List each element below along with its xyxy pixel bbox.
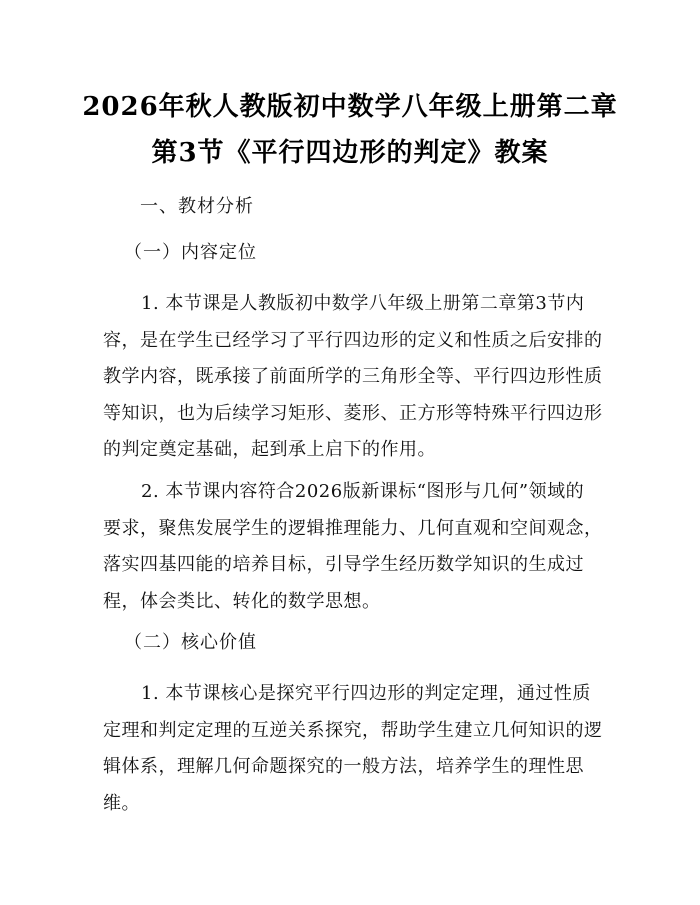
paragraph-2 xyxy=(103,474,603,620)
document-title-line-2: 第3节《平行四边形的判定》教案 xyxy=(151,138,549,168)
section-heading-textbook-analysis: 一、教材分析 xyxy=(140,196,254,217)
paragraph-line: 的判定奠定基础，起到承上启下的作用。 xyxy=(103,439,436,460)
paragraph-line: 1. 本节课核心是探究平行四边形的判定定理，通过性质 xyxy=(141,683,591,704)
paragraph-1 xyxy=(103,286,603,469)
paragraph-line: 等知识，也为后续学习矩形、菱形、正方形等特殊平行四边形 xyxy=(103,402,603,424)
paragraph-line: 教学内容，既承接了前面所学的三角形全等、平行四边形性质 xyxy=(103,366,603,387)
paragraph-line: 要求，聚焦发展学生的逻辑推理能力、几何直观和空间观念， xyxy=(103,517,603,539)
paragraph-line: 维。 xyxy=(103,792,140,814)
subsection-heading-core-value: （二）核心价值 xyxy=(124,632,257,653)
paragraph-line: 2. 本节课内容符合2026版新课标“图形与几何”领域的 xyxy=(141,481,585,502)
paragraph-line: 程，体会类比、转化的数学思想。 xyxy=(103,590,381,612)
subsection-heading-content-positioning: （一）内容定位 xyxy=(124,242,257,263)
paragraph-line: 落实四基四能的培养目标，引导学生经历数学知识的生成过 xyxy=(103,554,584,575)
paragraph-line: 定理和判定定理的互逆关系探究，帮助学生建立几何知识的逻 xyxy=(103,719,603,741)
paragraph-line: 1. 本节课是人教版初中数学八年级上册第二章第3节内 xyxy=(141,293,585,314)
paragraph-3 xyxy=(103,676,603,822)
document-title-line-1: 2026年秋人教版初中数学八年级上册第二章 xyxy=(82,92,618,122)
paragraph-line: 辑体系，理解几何命题探究的一般方法，培养学生的理性思 xyxy=(103,756,584,777)
paragraph-line: 容，是在学生已经学习了平行四边形的定义和性质之后安排的 xyxy=(103,329,603,351)
